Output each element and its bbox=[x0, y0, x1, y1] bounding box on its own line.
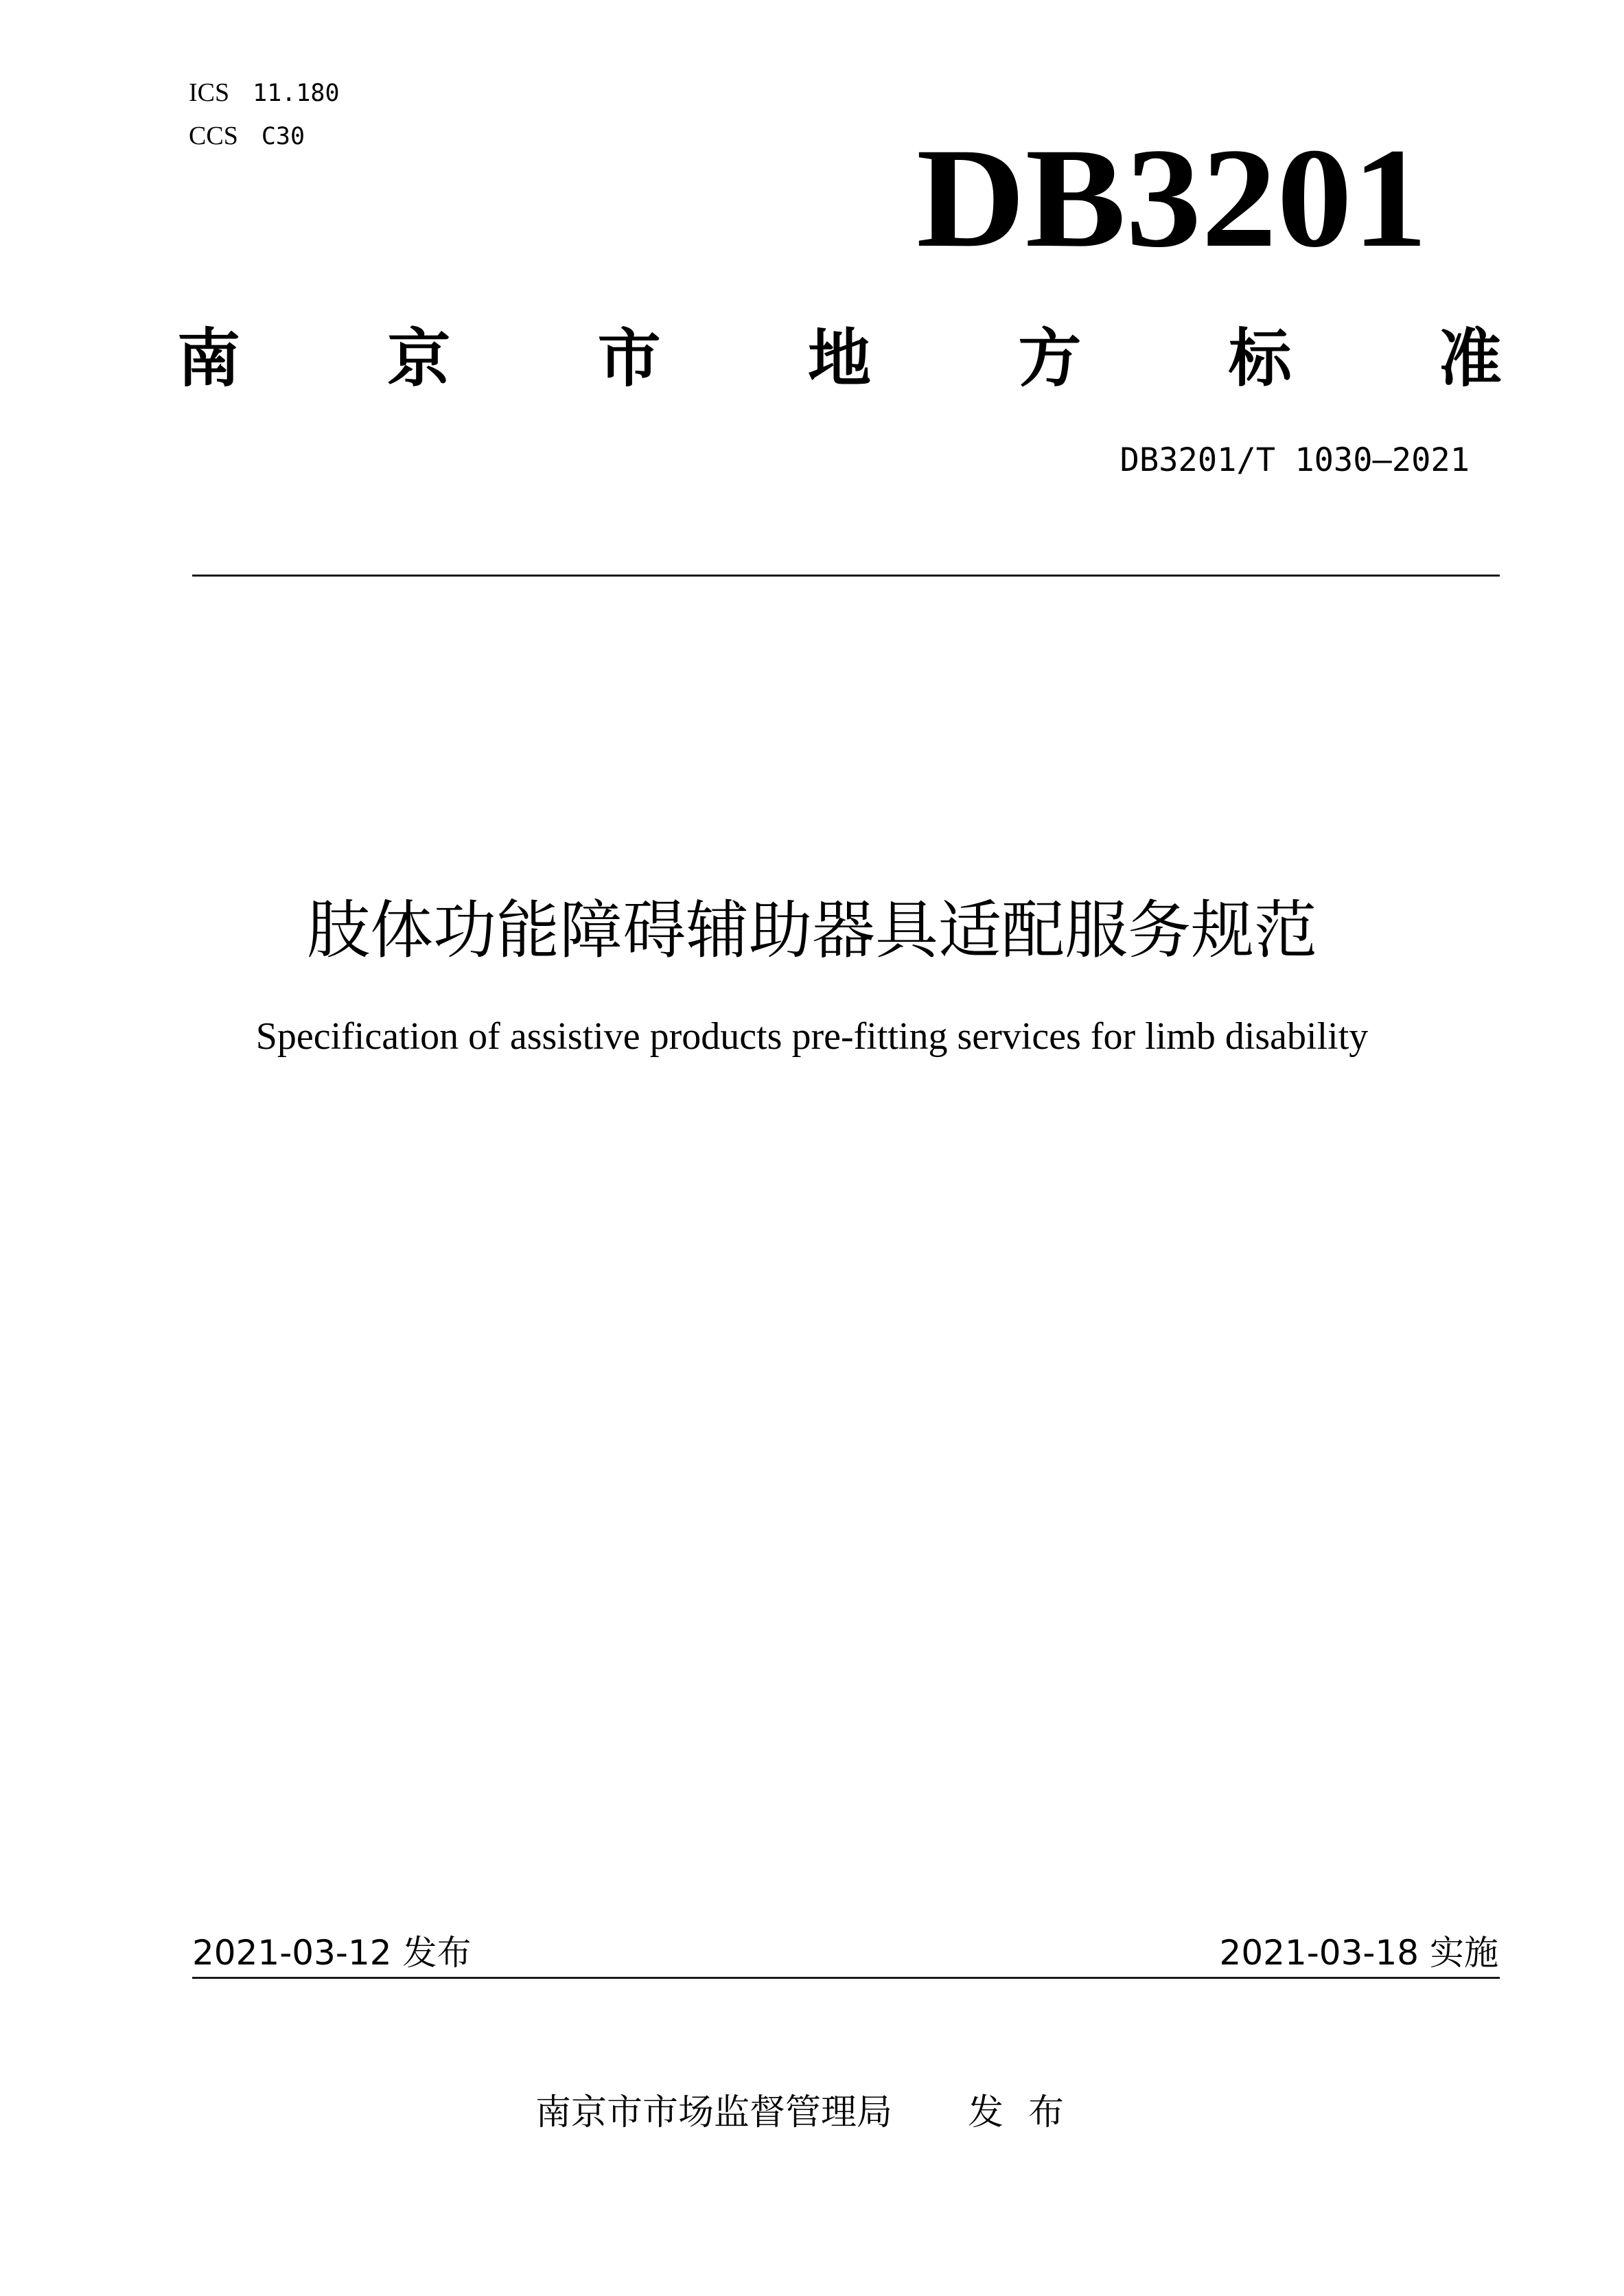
standard-type-char: 方 bbox=[1018, 322, 1082, 395]
implementation-date: 2021-03-18 实施 bbox=[1219, 1933, 1498, 1973]
ics-value: 11.180 bbox=[253, 80, 340, 107]
issue-action: 发布 bbox=[968, 2092, 1089, 2133]
ccs-value: C30 bbox=[261, 123, 305, 150]
standard-type-heading bbox=[177, 312, 1502, 395]
document-title-chinese: 肢体功能障碍辅助器具适配服务规范 bbox=[306, 894, 1317, 967]
document-title-english: Specification of assistive products pre-fitting services for limb disability bbox=[255, 1015, 1369, 1058]
standard-type-char: 准 bbox=[1438, 322, 1502, 395]
header-divider bbox=[192, 575, 1500, 577]
standard-type-char: 京 bbox=[387, 322, 451, 395]
issuing-organization: 南京市市场监督管理局 bbox=[535, 2092, 892, 2133]
ics-code bbox=[189, 78, 340, 112]
standard-number: DB3201/T 1030—2021 bbox=[1120, 441, 1470, 479]
ccs-code bbox=[189, 121, 305, 155]
footer-divider bbox=[192, 1977, 1500, 1979]
standard-type-char: 地 bbox=[807, 322, 871, 395]
issuer-line bbox=[0, 2083, 1624, 2135]
standard-type-char: 标 bbox=[1228, 322, 1292, 395]
standard-type-char: 市 bbox=[597, 322, 661, 395]
db3201-logo-text: DB3201 bbox=[916, 130, 1428, 268]
standard-type-char: 南 bbox=[177, 322, 241, 395]
ics-label: ICS bbox=[189, 78, 230, 107]
db3201-logo bbox=[916, 130, 1438, 268]
ccs-label: CCS bbox=[189, 121, 238, 150]
publish-date: 2021-03-12 发布 bbox=[192, 1933, 472, 1973]
